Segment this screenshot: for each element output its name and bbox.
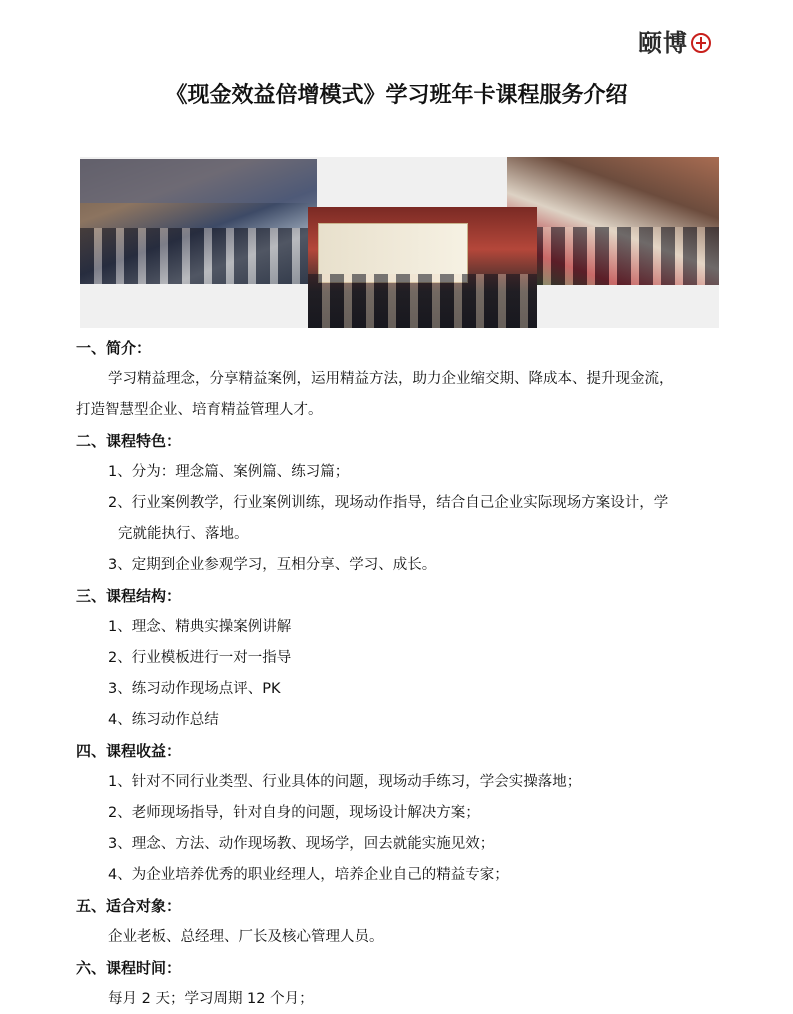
photo-crowd (507, 227, 719, 285)
feature-item: 1、分为：理念篇、案例篇、练习篇； (108, 464, 350, 480)
intro-line: 打造智慧型企业、培育精益管理人才。 (76, 402, 323, 418)
seminar-audience-photo (80, 159, 317, 284)
document-body (76, 333, 726, 1014)
benefit-item: 3、理念、方法、动作现场教、现场学，回去就能实施见效； (108, 836, 495, 852)
audience-text: 企业老板、总经理、厂长及核心管理人员。 (108, 929, 384, 945)
logo-seal-icon (691, 33, 711, 53)
schedule-text: 每月 2 天；学习周期 12 个月； (108, 991, 314, 1007)
company-logo (638, 28, 711, 58)
photo-crowd (308, 274, 537, 328)
photo-collage (80, 157, 719, 328)
section-title-audience: 五、适合对象： (76, 897, 182, 915)
section-title-structure: 三、课程结构： (76, 587, 182, 605)
logo-text: 颐博 (638, 29, 688, 57)
structure-item: 3、练习动作现场点评、PK (108, 681, 281, 697)
section-title-features: 二、课程特色： (76, 432, 182, 450)
document-title: 《现金效益倍增模式》学习班年卡课程服务介绍 (165, 83, 628, 108)
benefit-item: 1、针对不同行业类型、行业具体的问题，现场动手练习，学会实操落地； (108, 774, 582, 790)
feature-item-continuation: 完就能执行、落地。 (118, 526, 249, 542)
structure-item: 4、练习动作总结 (108, 712, 219, 728)
feature-item: 2、行业案例教学，行业案例训练，现场动作指导，结合自己企业实际现场方案设计，学 (108, 495, 669, 511)
section-title-schedule: 六、课程时间： (76, 959, 182, 977)
photo-crowd (80, 228, 317, 284)
benefit-item: 2、老师现场指导，针对自身的问题，现场设计解决方案； (108, 805, 480, 821)
section-title-intro: 一、简介： (76, 339, 152, 357)
benefit-item: 4、为企业培养优秀的职业经理人，培养企业自己的精益专家； (108, 867, 509, 883)
group-workshop-photo (507, 157, 719, 285)
speaker-presentation-photo (308, 207, 537, 328)
structure-item: 2、行业模板进行一对一指导 (108, 650, 292, 666)
photo-background (80, 159, 317, 203)
section-title-benefits: 四、课程收益： (76, 742, 182, 760)
structure-item: 1、理念、精典实操案例讲解 (108, 619, 292, 635)
feature-item: 3、定期到企业参观学习，互相分享、学习、成长。 (108, 557, 437, 573)
intro-line: 学习精益理念，分享精益案例，运用精益方法，助力企业缩交期、降成本、提升现金流， (108, 371, 674, 387)
